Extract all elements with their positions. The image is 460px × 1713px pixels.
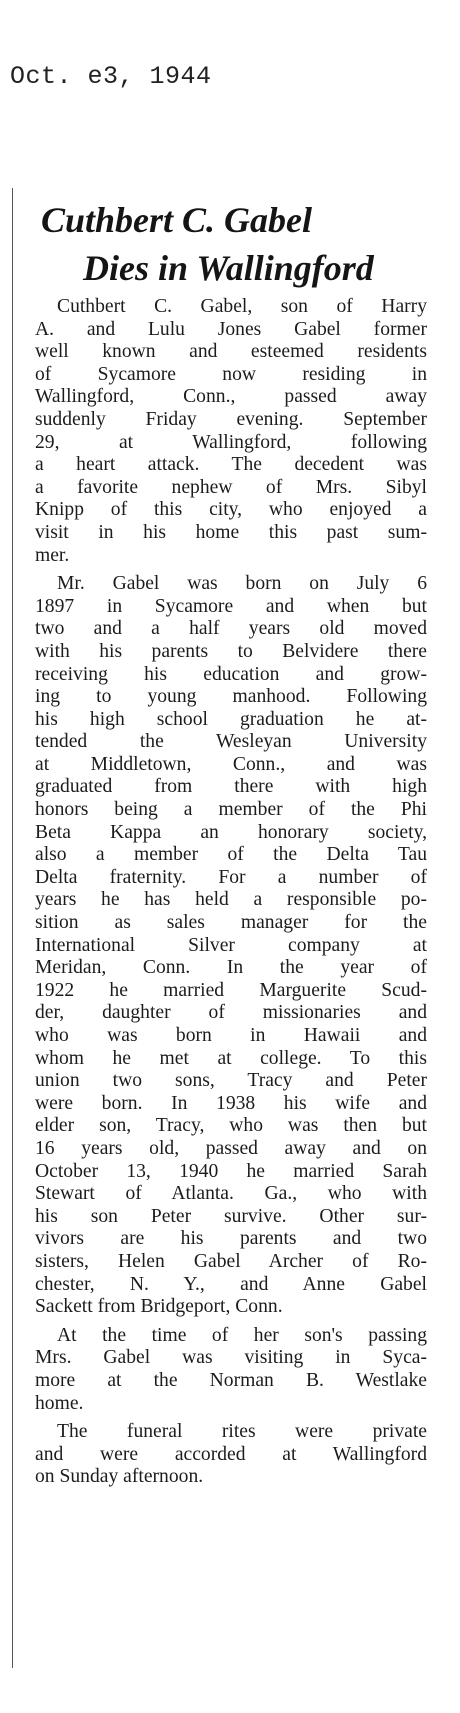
article-line: sisters, Helen Gabel Archer of Ro- bbox=[35, 1250, 427, 1272]
article-line: union two sons, Tracy and Peter bbox=[35, 1070, 427, 1092]
article-line: 1922 he married Marguerite Scud- bbox=[35, 979, 427, 1001]
article-line: Knipp of this city, who enjoyed a bbox=[35, 499, 427, 521]
article-line: with his parents to Belvidere there bbox=[35, 640, 427, 662]
article-line: The funeral rites were private bbox=[57, 1421, 427, 1443]
article-line: Sackett from Bridgeport, Conn. bbox=[35, 1296, 283, 1318]
article-line: receiving his education and grow- bbox=[35, 663, 427, 685]
article-line: more at the Norman B. Westlake bbox=[35, 1369, 427, 1391]
article-paragraph bbox=[13, 296, 427, 567]
article-line: graduated from there with high bbox=[35, 776, 427, 798]
article-line: Stewart of Atlanta. Ga., who with bbox=[35, 1183, 427, 1205]
article-line: chester, N. Y., and Anne Gabel bbox=[35, 1273, 427, 1295]
article-line: tended the Wesleyan University bbox=[35, 731, 427, 753]
article-line: International Silver company at bbox=[35, 934, 427, 956]
article-line: Delta fraternity. For a number of bbox=[35, 866, 427, 888]
article-line: whom he met at college. To this bbox=[35, 1047, 427, 1069]
article-line: well known and esteemed residents bbox=[35, 341, 427, 363]
article-line: 29, at Wallingford, following bbox=[35, 431, 427, 453]
article-line: also a member of the Delta Tau bbox=[35, 844, 427, 866]
article-paragraph bbox=[13, 573, 427, 1319]
article-line: honors being a member of the Phi bbox=[35, 799, 427, 821]
article-line: a favorite nephew of Mrs. Sibyl bbox=[35, 476, 427, 498]
article-line: October 13, 1940 he married Sarah bbox=[35, 1160, 427, 1182]
article-line: Mrs. Gabel was visiting in Syca- bbox=[35, 1347, 427, 1369]
clipping-date: Oct. e3, 1944 bbox=[10, 62, 212, 91]
article-line: mer. bbox=[35, 544, 70, 566]
article-line: were born. In 1938 his wife and bbox=[35, 1092, 427, 1114]
article-line: Cuthbert C. Gabel, son of Harry bbox=[57, 296, 427, 317]
article-line: years he has held a responsible po- bbox=[35, 889, 427, 911]
article-line: der, daughter of missionaries and bbox=[35, 1002, 427, 1024]
article-line: his son Peter survive. Other sur- bbox=[35, 1205, 427, 1227]
article-line: a heart attack. The decedent was bbox=[35, 454, 427, 476]
article-line: ing to young manhood. Following bbox=[35, 686, 427, 708]
article-line: home. bbox=[35, 1392, 84, 1414]
article-line: on Sunday afternoon. bbox=[35, 1466, 204, 1488]
article-paragraph bbox=[13, 1421, 427, 1489]
headline-line-1: Cuthbert C. Gabel bbox=[41, 200, 313, 240]
article-line: suddenly Friday evening. September bbox=[35, 408, 427, 430]
article-body bbox=[13, 296, 427, 1491]
article-line: vivors are his parents and two bbox=[35, 1228, 427, 1250]
newspaper-clipping bbox=[12, 188, 433, 1668]
headline-line-2: Dies in Wallingford bbox=[83, 248, 374, 288]
article-line: A. and Lulu Jones Gabel former bbox=[35, 318, 427, 340]
article-line: Meridan, Conn. In the year of bbox=[35, 957, 427, 979]
article-line: visit in his home this past sum- bbox=[35, 521, 427, 543]
article-line: of Sycamore now residing in bbox=[35, 363, 427, 385]
article-line: and were accorded at Wallingford bbox=[35, 1443, 427, 1465]
article-line: two and a half years old moved bbox=[35, 618, 427, 640]
article-line: at Middletown, Conn., and was bbox=[35, 753, 427, 775]
article-line: Mr. Gabel was born on July 6 bbox=[57, 573, 427, 595]
article-line: Wallingford, Conn., passed away bbox=[35, 386, 427, 408]
article-line: elder son, Tracy, who was then but bbox=[35, 1115, 427, 1137]
article-line: sition as sales manager for the bbox=[35, 912, 427, 934]
article-line: At the time of her son's passing bbox=[57, 1324, 427, 1346]
article-line: 1897 in Sycamore and when but bbox=[35, 595, 427, 617]
headline bbox=[41, 196, 431, 292]
article-line: who was born in Hawaii and bbox=[35, 1025, 427, 1046]
article-line: his high school graduation he at- bbox=[35, 708, 427, 730]
article-line: 16 years old, passed away and on bbox=[35, 1137, 427, 1159]
article-line: Beta Kappa an honorary society, bbox=[35, 821, 427, 843]
article-paragraph bbox=[13, 1325, 427, 1415]
